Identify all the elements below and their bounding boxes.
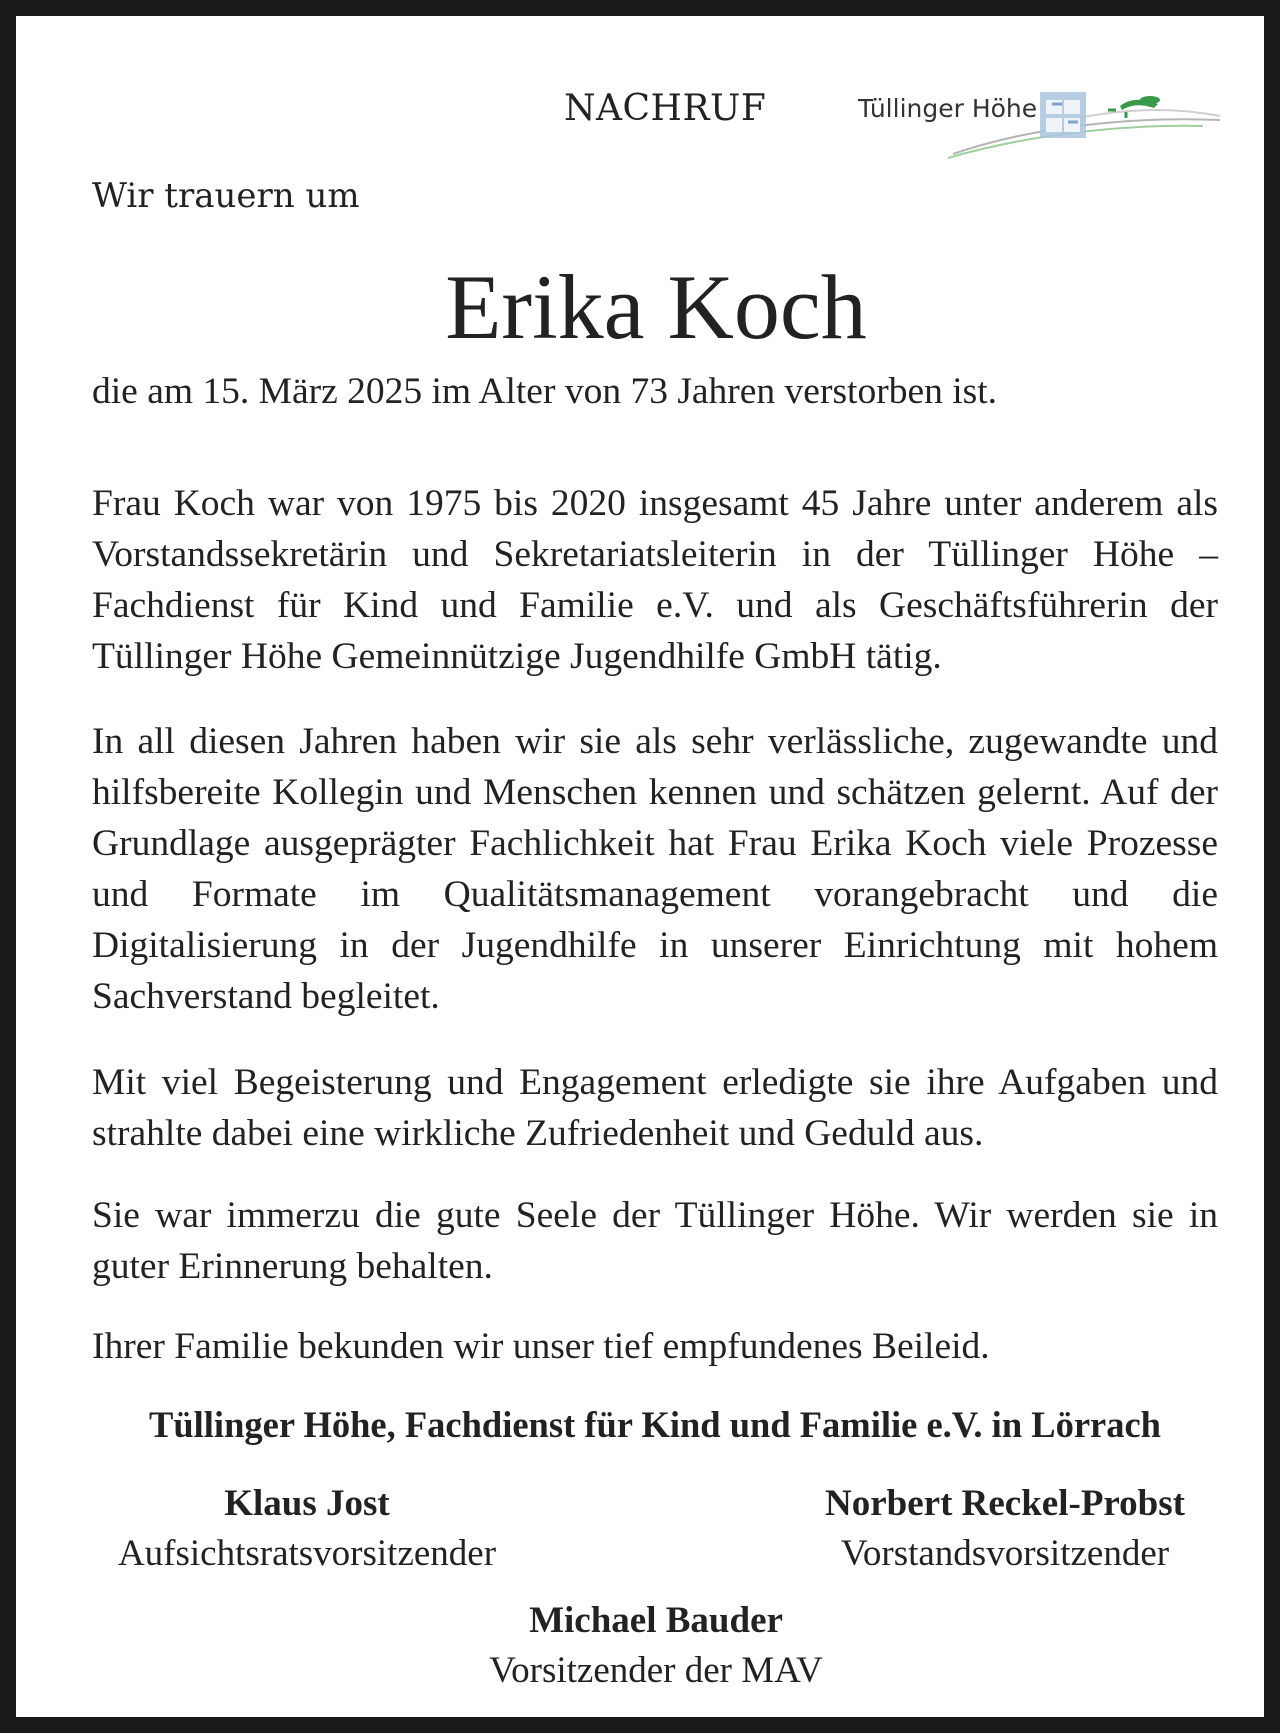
paragraph-memory: Sie war immerzu die gute Seele der Tüllinger Höhe. Wir werden sie in guter Erinnerung behalten. <box>92 1195 1218 1287</box>
obituary-title: NACHRUF <box>564 88 767 129</box>
logo-text: Tüllinger Höhe <box>858 94 1038 123</box>
organization-logo <box>858 88 1228 168</box>
signatory-role: Vorstandsvorsitzender <box>840 1533 1170 1574</box>
signatory-role: Vorsitzender der MAV <box>489 1650 823 1691</box>
paragraph-appreciation: In all diesen Jahren haben wir sie als sehr verlässliche, zugewandte und hilfsbereite Kollegin und Menschen kennen und schätzen gelernt. Auf der Grundlage ausgeprägter Fachlichkeit hat Frau Erika Koch viele Prozesse und Formate im Qualitätsmanagement vorangebracht und die Digitalisierung in der Jugendhilfe in unserer Einrichtung mit hohem Sachverstand begleitet. <box>92 721 1218 1017</box>
paragraph-career: Frau Koch war von 1975 bis 2020 insgesamt 45 Jahre unter anderem als Vorstandssekretärin und Sekretariatsleiterin in der Tüllinger Höhe – Fachdienst für Kind und Familie e.V. und als Geschäftsführerin der Tüllinger Höhe Gemeinnützige Jugendhilfe GmbH tätig. <box>92 483 1218 677</box>
paragraph-condolence: Ihrer Familie bekunden wir unser tief empfundenes Beileid. <box>92 1326 990 1367</box>
header <box>16 88 1280 168</box>
paragraph-engagement: Mit viel Begeisterung und Engagement erledigte sie ihre Aufgaben und strahlte dabei eine wirkliche Zufriedenheit und Geduld aus. <box>92 1062 1218 1154</box>
intro-line: Wir trauern um <box>92 176 360 216</box>
signatory-name: Klaus Jost <box>224 1483 390 1524</box>
signatory-3 <box>406 1596 906 1696</box>
deceased-name: Erika Koch <box>445 256 867 358</box>
signatory-2 <box>790 1479 1220 1579</box>
signatory-name: Norbert Reckel-Probst <box>825 1483 1185 1524</box>
signatory-1 <box>92 1479 522 1579</box>
organization-name: Tüllinger Höhe, Fachdienst für Kind und Familie e.V. in Lörrach <box>149 1404 1161 1445</box>
paragraph-death-notice: die am 15. März 2025 im Alter von 73 Jahren verstorben ist. <box>92 371 998 412</box>
signatory-role: Aufsichtsratsvorsitzender <box>117 1533 497 1574</box>
signatory-name: Michael Bauder <box>529 1600 783 1641</box>
